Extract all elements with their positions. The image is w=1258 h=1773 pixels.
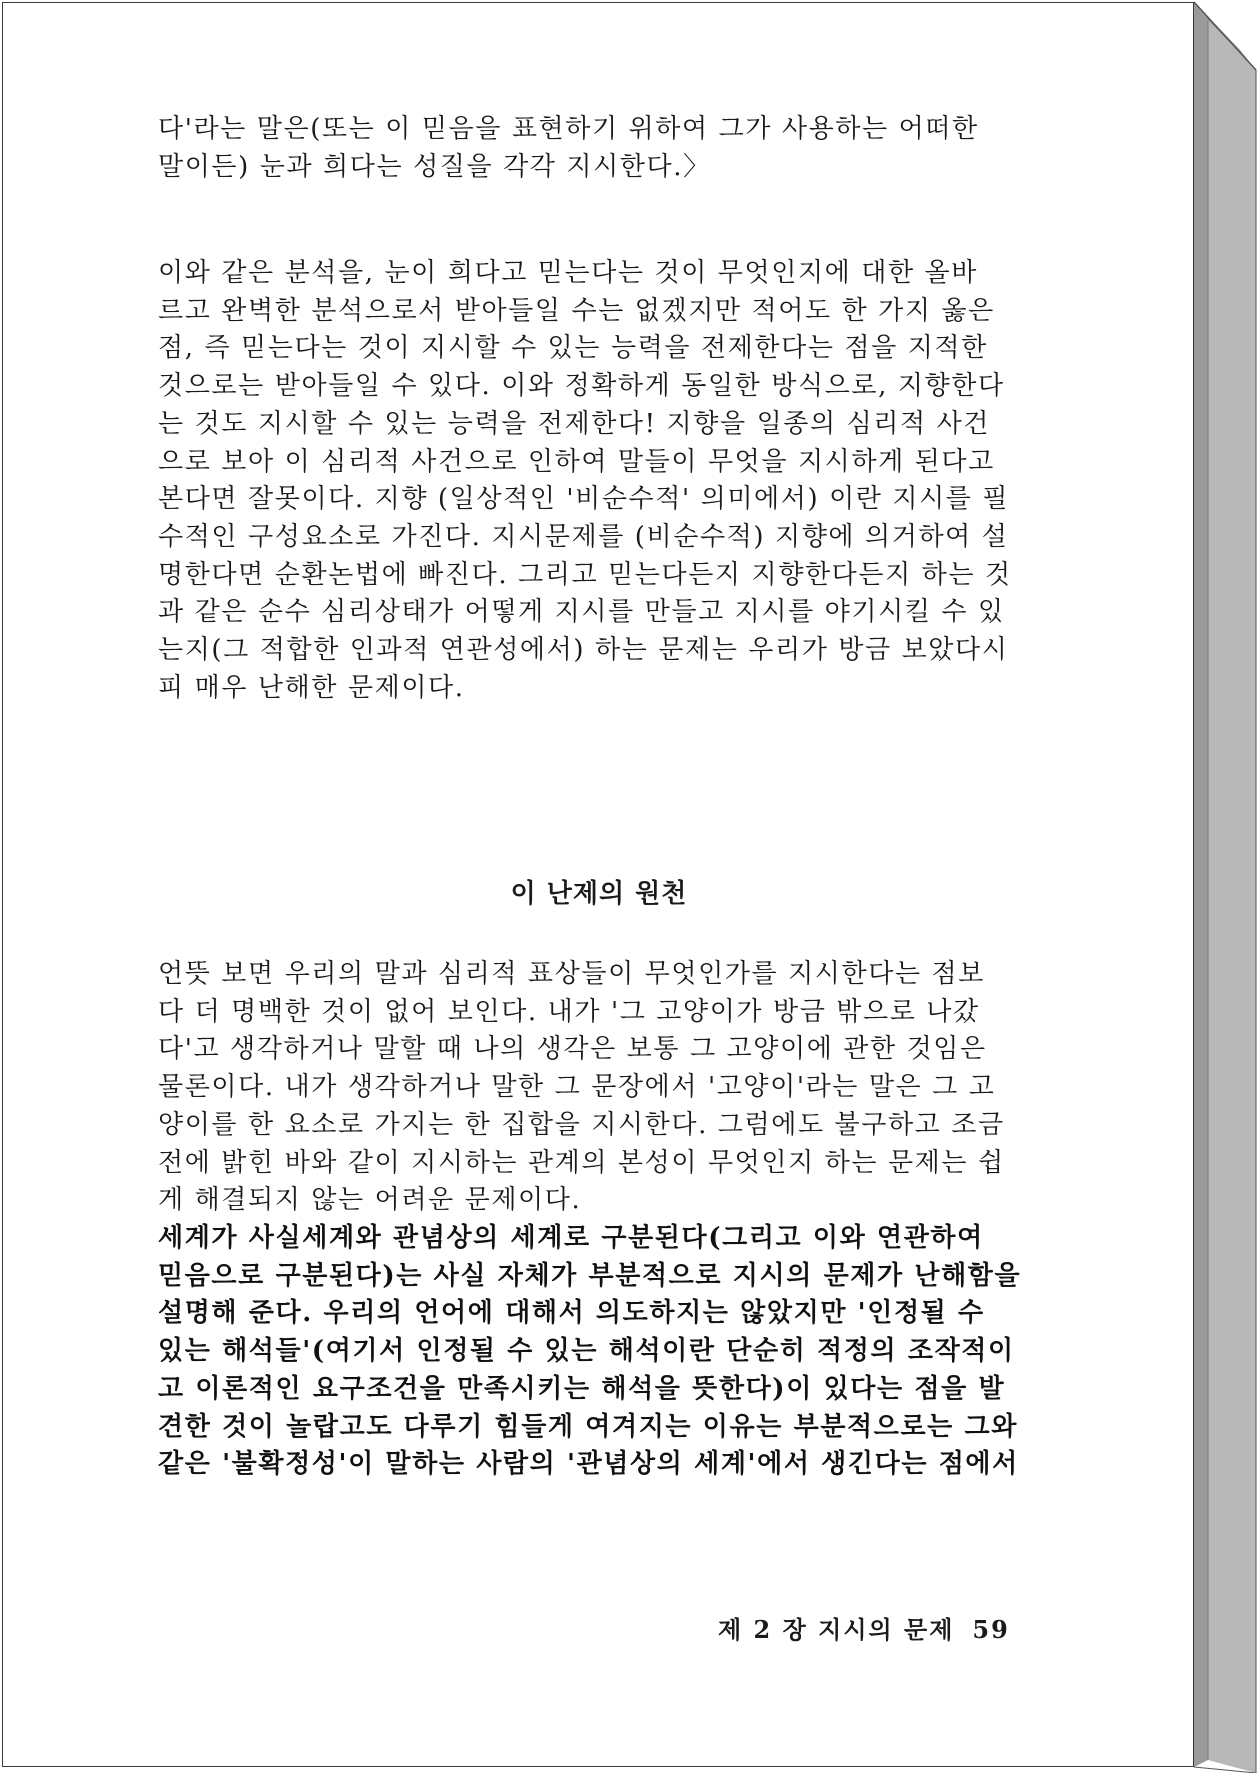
paragraph-analysis: 이와 같은 분석을, 눈이 희다고 믿는다는 것이 무엇인지에 대한 올바 르고 완벽한 분석으로서 받아들일 수는 없겠지만 적어도 한 가지 옳은 점, 즉 믿는다는 것이 지시할 수 있는 능력을 전제한다는 점을 지적한 것으로는 받아들일 수 있다. 이와 정확하게 동일한 방식으로, 지향한다 는 것도 지시할 수 있는 능력을 전제한다! 지향을 일종의 심리적 사건 으로 보아 이 심리적 사건으로 인하여 말들이 무엇을 지시하게 된다고 본다면 잘못이다. 지향 (일상적인 '비순수적' 의미에서) 이란 지시를 필 수적인 구성요소로 가진다. 지시문제를 (비순수적) 지향에 의거하여 설 명한다면 순환논법에 빠진다. 그리고 믿는다든지 지향한다든지 하는 것 과 같은 순수 심리상태가 어떻게 지시를 만들고 지시를 야기시킬 수 있 는지(그 적합한 인과적 연관성에서) 하는 문제는 우리가 방금 보았다시 피 매우 난해한 문제이다. — [158, 258, 1012, 703]
paragraph-reference-intro: 언뜻 보면 우리의 말과 심리적 표상들이 무엇인가를 지시한다는 점보 다 더 명백한 것이 없어 보인다. 내가 '그 고양이가 방금 밖으로 나갔 다'고 생각하거나 말할 때 나의 생각은 보통 그 고양이에 관한 것임은 물론이다. 내가 생각하거나 말한 그 문장에서 '고양이'라는 말은 그 고 양이를 한 요소로 가지는 한 집합을 지시한다. 그럼에도 불구하고 조금 전에 밝힌 바와 같이 지시하는 관계의 본성이 무엇인지 하는 문제는 쉽 게 해결되지 않는 어려운 문제이다. — [158, 959, 1005, 1216]
chapter-title: 제 2 장 지시의 문제 — [718, 1615, 955, 1644]
paragraph-world-distinction: 세계가 사실세계와 관념상의 세계로 구분된다(그리고 이와 연관하여 믿음으로 구분된다)는 사실 자체가 부분적으로 지시의 문제가 난해함을 설명해 준다. 우리의 언어에 대해서 의도하지는 않았지만 '인정될 수 있는 해석들'(여기서 인정될 수 있는 해석이란 단순히 적정의 조작적이 고 이론적인 요구조건을 만족시키는 해석을 뜻한다)이 있다는 점을 발 견한 것이 놀랍고도 다루기 힘들게 여겨지는 이유는 부분적으로는 그와 같은 '불확정성'이 말하는 사람의 '관념상의 세계'에서 생긴다는 점에서 — [158, 1223, 1022, 1480]
page-number: 59 — [972, 1615, 1010, 1644]
section-heading: 이 난제의 원천 — [510, 879, 688, 909]
running-footer — [718, 1610, 1010, 1645]
paragraph-continuation: 다'라는 말은(또는 이 믿음을 표현하기 위하여 그가 사용하는 어떠한 말이든) 눈과 희다는 성질을 각각 지시한다.〉 — [158, 114, 979, 182]
book-page — [2, 2, 1194, 1767]
